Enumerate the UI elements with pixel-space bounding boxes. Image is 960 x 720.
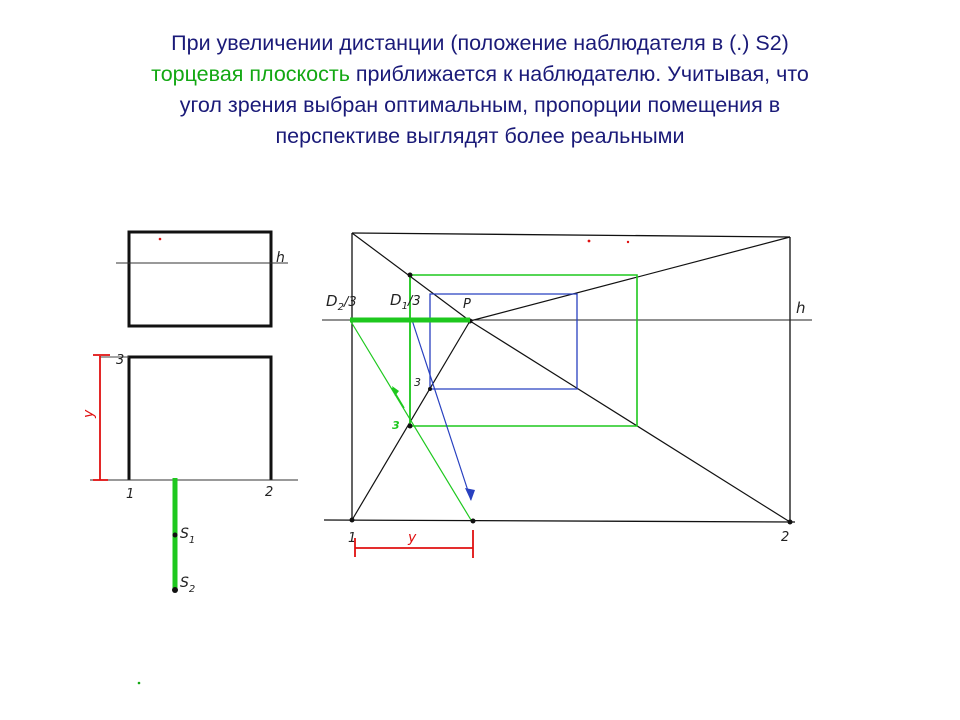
ground-dimension-y-label: y	[408, 530, 417, 546]
scan-specks	[138, 238, 630, 685]
plan-dimension-y-label: y	[81, 409, 97, 418]
label-green-3: 3	[392, 419, 400, 432]
ground-point-observer	[471, 519, 476, 524]
speck	[138, 682, 141, 685]
ground-point-2	[788, 520, 793, 525]
plan-label-3: 3	[116, 353, 125, 368]
ground-label-1: 1	[348, 531, 357, 546]
ground-line	[324, 520, 795, 522]
observer-label-s2: $S_2$	[180, 575, 196, 595]
ground-point-1	[350, 518, 355, 523]
heading-line-3: угол зрения выбран оптимальным, пропорции помещения в	[179, 93, 781, 117]
speck	[627, 241, 629, 243]
perspective-construction	[322, 233, 812, 558]
heading-highlight: торцевая плоскость	[151, 62, 350, 86]
horizon-label: h	[796, 299, 806, 317]
label-d2: $D_2/3$	[326, 292, 357, 313]
observer-point-s1	[173, 533, 178, 538]
plan-label-2: 2	[265, 485, 274, 500]
line-p-to-topright	[470, 237, 790, 321]
speck	[588, 240, 591, 243]
line-p-to-bottomright	[470, 321, 790, 522]
frame-top-edge	[352, 233, 790, 237]
blue-arrow-head	[465, 488, 475, 501]
green-corner-bottom-left	[408, 424, 413, 429]
vanishing-point-p-label: P	[463, 297, 471, 312]
observer-label-s1: $S_1$	[180, 526, 196, 546]
label-d1: $D_1/3$	[390, 291, 421, 312]
wall-view-horizon-label: h	[276, 250, 285, 266]
heading-line-4: перспективе выглядят более реальными	[275, 124, 685, 148]
plan-view-outline	[129, 357, 271, 480]
heading-line-2-rest: приближается к наблюдателю. Учитывая, что	[349, 62, 809, 86]
green-corner-top-left	[408, 273, 413, 278]
speck	[159, 238, 162, 241]
plan-label-1: 1	[126, 487, 135, 502]
observer-point-s2	[172, 587, 178, 593]
ground-label-2: 2	[781, 530, 790, 545]
label-blue-3: 3	[414, 376, 421, 389]
heading-line-1: При увеличении дистанции (положение наблюдателя в (.) S2)	[171, 31, 789, 55]
blue-corner-bottom-left	[428, 387, 432, 391]
blue-distance-line-d1	[412, 320, 471, 500]
end-wall-near-green	[410, 275, 637, 426]
wall-view-rectangle	[129, 232, 271, 326]
orthographic-views	[81, 232, 298, 595]
